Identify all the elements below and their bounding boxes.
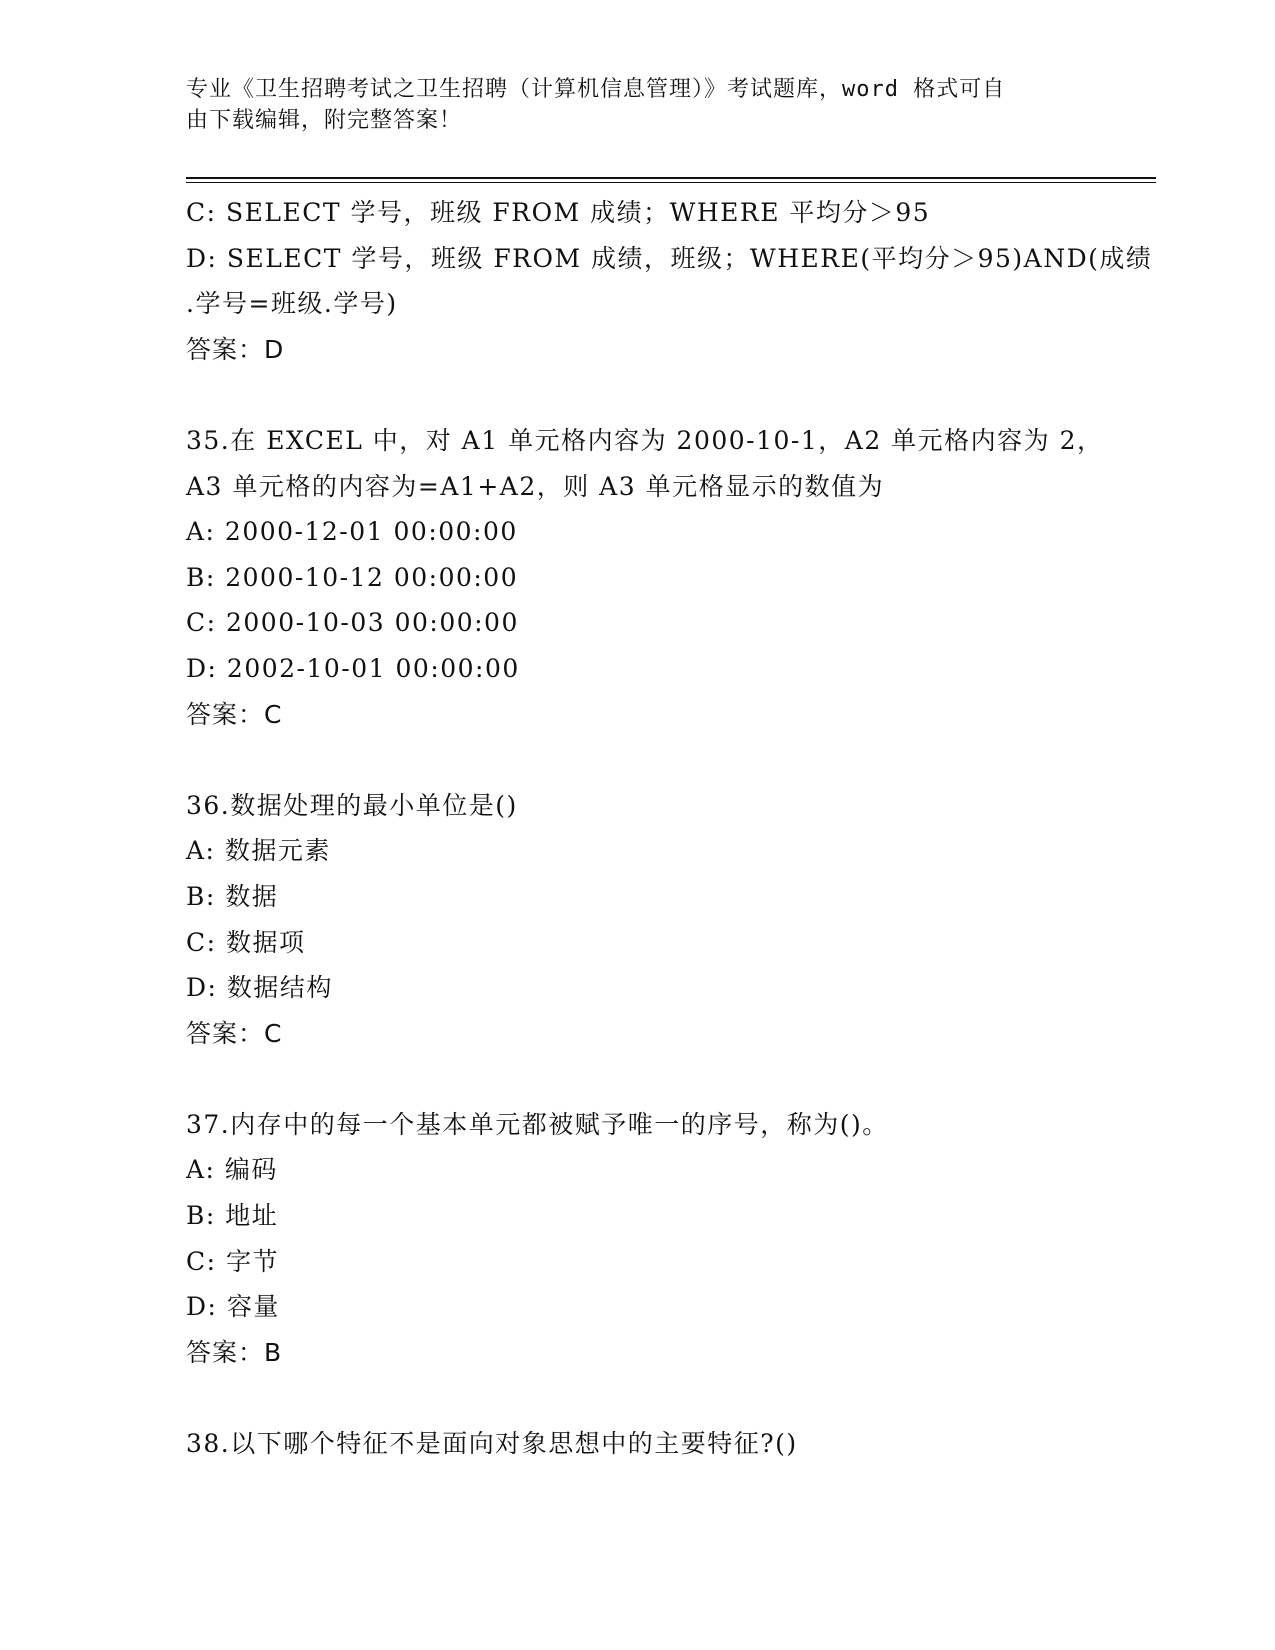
spacer bbox=[186, 1375, 1146, 1421]
header-line-2: 由下载编辑，附完整答案！ bbox=[186, 108, 463, 133]
option-d-line-1: D: SELECT 学号，班级 FROM 成绩，班级；WHERE(平均分＞95)AND(成绩 bbox=[186, 243, 1153, 273]
answer: 答案：D bbox=[186, 334, 285, 364]
answer: 答案：C bbox=[186, 1018, 283, 1048]
question-text-line-1: 35.在 EXCEL 中，对 A1 单元格内容为 2000-10-1，A2 单元格内容为 2， bbox=[186, 425, 1104, 455]
header-divider-thin bbox=[186, 182, 1156, 183]
question-text: 36.数据处理的最小单位是() bbox=[186, 790, 518, 820]
option-d-line-2: .学号=班级.学号) bbox=[186, 289, 398, 319]
question-37 bbox=[186, 1102, 1146, 1376]
question-content bbox=[186, 190, 1153, 1467]
option-c: C: 2000-10-03 00:00:00 bbox=[186, 608, 519, 638]
option-d: D: 容量 bbox=[186, 1292, 280, 1322]
option-a: A: 编码 bbox=[186, 1155, 278, 1185]
option-a: A: 2000-12-01 00:00:00 bbox=[186, 517, 518, 547]
spacer bbox=[186, 737, 1146, 783]
question-36 bbox=[186, 783, 1146, 1057]
header-line-1: 专业《卫生招聘考试之卫生招聘（计算机信息管理）》考试题库，word 格式可自 bbox=[186, 77, 1006, 102]
question-text: 38.以下哪个特征不是面向对象思想中的主要特征?() bbox=[186, 1429, 798, 1459]
option-c: C: SELECT 学号，班级 FROM 成绩；WHERE 平均分＞95 bbox=[186, 198, 931, 227]
question-35 bbox=[186, 418, 1146, 737]
question-38 bbox=[186, 1421, 1146, 1467]
option-c: C: 数据项 bbox=[186, 927, 306, 957]
spacer bbox=[186, 372, 1146, 418]
option-d: D: 2002-10-01 00:00:00 bbox=[186, 653, 520, 683]
answer: 答案：B bbox=[186, 1337, 283, 1367]
spacer bbox=[186, 1056, 1146, 1102]
option-b: B: 2000-10-12 00:00:00 bbox=[186, 562, 519, 592]
option-d: D: 数据结构 bbox=[186, 973, 333, 1003]
header-divider-thick bbox=[186, 177, 1156, 179]
answer: 答案：C bbox=[186, 699, 283, 729]
question-text: 37.内存中的每一个基本单元都被赋予唯一的序号，称为()。 bbox=[186, 1109, 889, 1139]
question-text-line-2: A3 单元格的内容为=A1+A2，则 A3 单元格显示的数值为 bbox=[186, 471, 885, 501]
question-34-continued bbox=[186, 190, 1153, 372]
option-a: A: 数据元素 bbox=[186, 836, 331, 866]
option-c: C: 字节 bbox=[186, 1246, 279, 1276]
option-b: B: 地址 bbox=[186, 1201, 279, 1231]
option-b: B: 数据 bbox=[186, 881, 279, 911]
page-header bbox=[186, 74, 1066, 136]
